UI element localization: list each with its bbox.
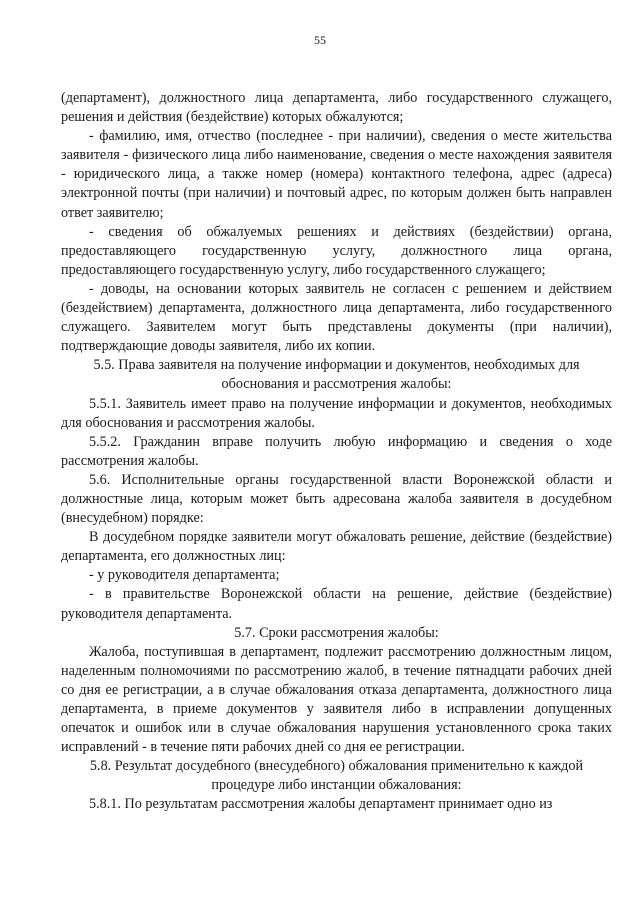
paragraph-review-terms: Жалоба, поступившая в департамент, подлежит рассмотрению должностным лицом, наделенным полномочиями по рассмотрению жалоб, в течение пятнадцати рабочих дней со дня ее регистрации, а в случае обжалования отказа департамента, должностного лица департамента, в приеме документов у заявителя либо в исправлении допущенных опечаток и ошибок или в случае обжалования нарушения установленного срока таких исправлений - в течение пяти рабочих дней со дня ее регистрации.: [61, 643, 612, 756]
paragraph-5-5-2: 5.5.2. Гражданин вправе получить любую информацию и сведения о ходе рассмотрения жалобы.: [61, 433, 612, 469]
paragraph-applicant-name: - фамилию, имя, отчество (последнее - при наличии), сведения о месте жительства заявителя - физического лица либо наименование, сведения о месте нахождения заявителя - юридического лица, а также номер (номера) контактного телефона, адрес (адреса) электронной почты (при наличии) и почтовый адрес, по которым должен быть направлен ответ заявителю;: [61, 128, 612, 221]
section-heading-5-5: 5.5. Права заявителя на получение информации и документов, необходимых для обоснования и рассмотрения жалобы:: [93, 357, 580, 393]
paragraph-arguments: - доводы, на основании которых заявитель не согласен с решением и действием (бездействием) департамента, должностного лица департамента, либо государственного служащего. Заявителем могут быть представлены документы (при наличии), подтверждающие доводы заявителя, либо их копии.: [61, 280, 612, 355]
section-heading-5-8: 5.8. Результат досудебного (внесудебного) обжалования применительно к каждой процедуре либо инстанции обжалования:: [89, 758, 584, 794]
document-body: [61, 89, 612, 815]
list-item-head-of-department: - у руководителя департамента;: [89, 567, 280, 584]
paragraph-department-continuation: (департамент), должностного лица департамента, либо государственного служащего, решения и действия (бездействие) которых обжалуются;: [61, 90, 612, 126]
paragraph-pretrial-order: В досудебном порядке заявители могут обжаловать решение, действие (бездействие) департамента, его должностных лиц:: [61, 529, 612, 565]
section-heading-5-7: 5.7. Сроки рассмотрения жалобы:: [234, 624, 439, 641]
page-number: 55: [314, 33, 326, 47]
paragraph-5-6: 5.6. Исполнительные органы государственной власти Воронежской области и должностные лица, которым может быть адресована жалоба заявителя в досудебном (внесудебном) порядке:: [61, 471, 612, 527]
paragraph-appealed-decisions: - сведения об обжалуемых решениях и действиях (бездействии) органа, предоставляющего государственную услугу, должностного лица органа, предоставляющего государственную услугу, либо государственного служащего;: [61, 223, 612, 278]
list-item-regional-government: - в правительстве Воронежской области на решение, действие (бездействие) руководителя департамента.: [61, 586, 612, 622]
paragraph-5-5-1: 5.5.1. Заявитель имеет право на получение информации и документов, необходимых для обоснования и рассмотрения жалобы.: [61, 395, 612, 431]
paragraph-5-8-1: 5.8.1. По результатам рассмотрения жалобы департамент принимает одно из: [89, 796, 553, 813]
